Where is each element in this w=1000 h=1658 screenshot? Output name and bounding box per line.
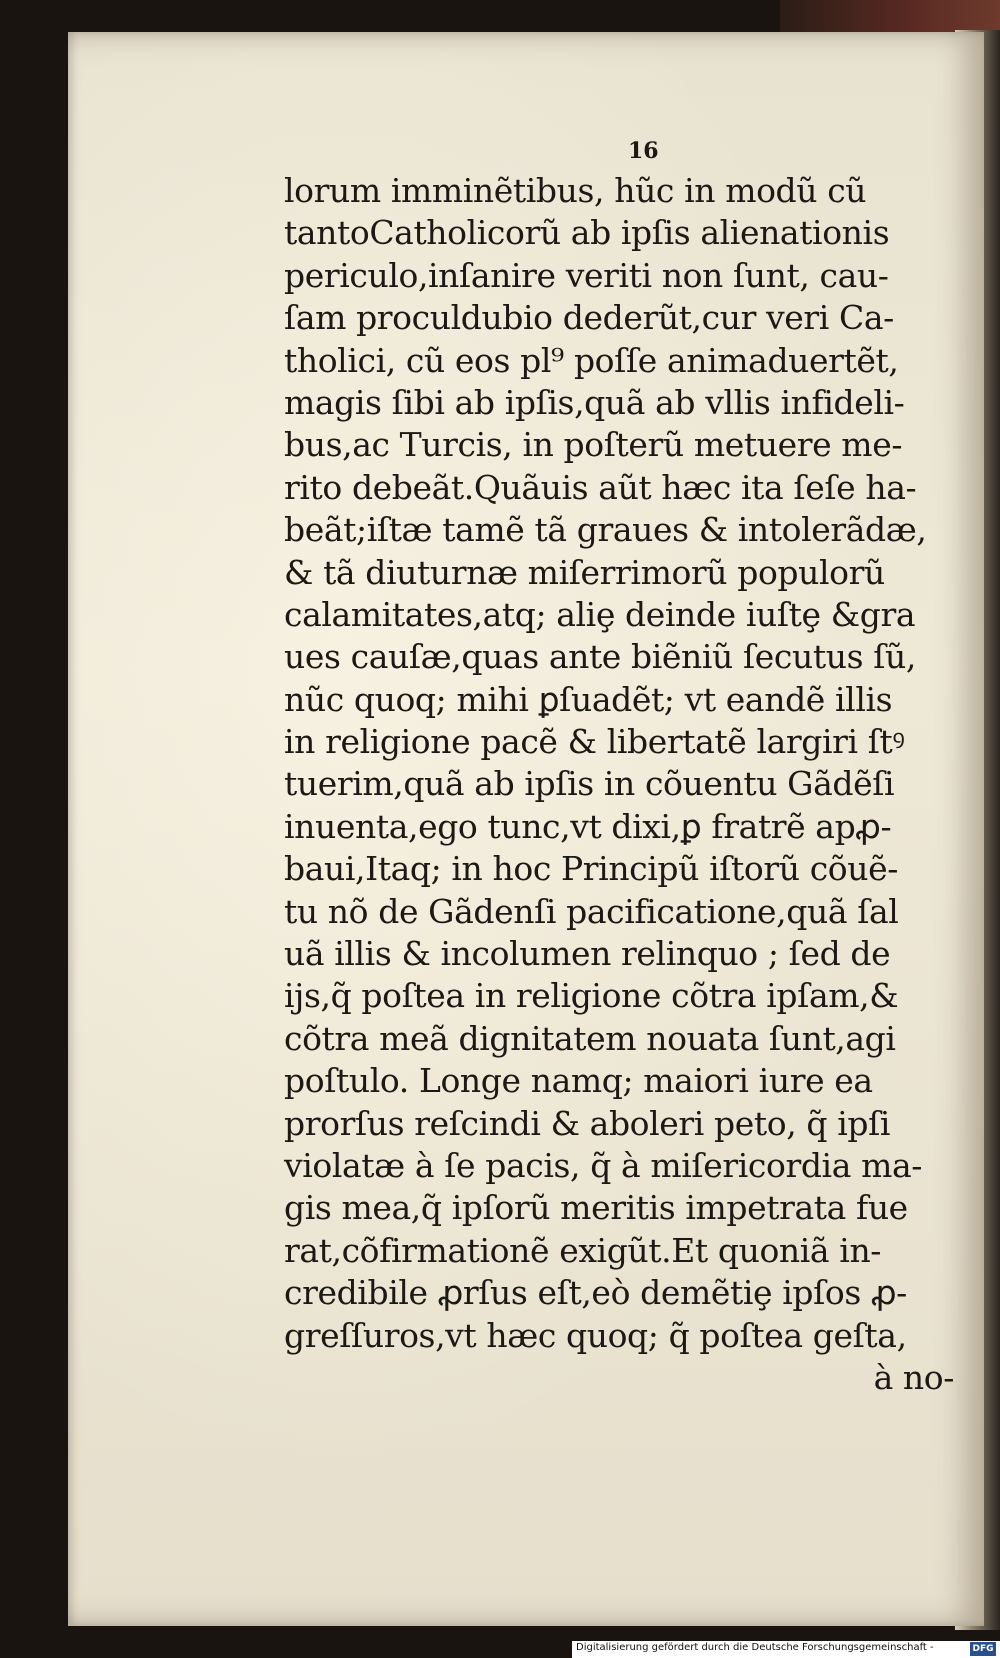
text-line: periculo,inſanire veriti non ſunt, cau- — [284, 255, 889, 295]
text-line: ſam proculdubio dederũt,cur veri Ca- — [284, 298, 894, 338]
page-number: 16 — [628, 138, 659, 164]
catchword: à no- — [873, 1357, 954, 1397]
text-line: tuerim,quã ab ipſis in cõuentu Gãdẽſi — [284, 764, 895, 804]
text-line: tantoCatholicorũ ab ipſis alienationis — [284, 213, 890, 253]
text-line: baui,Itaq; in hoc Principũ iſtorũ cõuẽ- — [284, 849, 898, 889]
text-line: tu nõ de Gãdenſi pacificatione,quã ſal — [284, 891, 899, 931]
text-line: prorſus reſcindi & aboleri peto, q̃ ipſi — [284, 1103, 891, 1143]
text-line: lorum imminẽtibus, hũc in modũ cũ — [284, 171, 867, 210]
text-line: rito debeãt.Quãuis aũt hæc ita ſeſe ha- — [284, 467, 917, 507]
text-line: violatæ à ſe pacis, q̃ à miſericordia ma- — [284, 1145, 922, 1185]
text-line: greſſuros,vt hæc quoq; q̃ poſtea geſta, — [284, 1315, 907, 1355]
text-line: inuenta,ego tunc,vt dixi,ꝑ fratrẽ apꝓ- — [284, 806, 892, 846]
text-line: rat,cõfirmationẽ exigũt.Et quoniã in- — [284, 1230, 882, 1270]
text-line: ues cauſæ,quas ante biẽniũ ſecutus ſũ, — [284, 637, 916, 677]
dfg-logo: DFG — [970, 1642, 996, 1656]
text-line: bus,ac Turcis, in poſterũ metuere me- — [284, 425, 903, 465]
funding-credit: Digitalisierung gefördert durch die Deutsche Forschungsgemeinschaft - — [576, 1642, 934, 1653]
text-line: tholici, cũ eos pl⁹ poſſe animaduertẽt, — [284, 340, 899, 380]
text-line: ijs,q̃ poſtea in religione cõtra ipſam,& — [284, 976, 899, 1016]
text-line: uã illis & incolumen relinquo ; ſed de — [284, 934, 891, 974]
text-line: magis ſibi ab ipſis,quã ab vllis infideli- — [284, 382, 905, 422]
body-text — [284, 170, 984, 1399]
text-line: poſtulo. Longe namq; maiori iure ea — [284, 1061, 873, 1101]
text-line: in religione pacẽ & libertatẽ largiri ſtꝰ — [284, 722, 905, 762]
text-line: nũc quoq; mihi ꝑſuadẽt; vt eandẽ illis — [284, 679, 893, 719]
text-line: & tã diuturnæ miſerrimorũ populorũ — [284, 552, 885, 592]
text-line: beãt;iſtæ tamẽ tã graues & intolerãdæ, — [284, 510, 927, 550]
text-line: calamitates,atq; aliȩ deinde iuſtȩ &gra — [284, 594, 916, 634]
text-line: gis mea,q̃ ipſorũ meritis impetrata fue — [284, 1188, 908, 1228]
text-line: cõtra meã dignitatem nouata ſunt,agi — [284, 1018, 896, 1058]
text-line: credibile ꝓrſus eſt,eò demẽtiȩ ipſos ꝓ- — [284, 1273, 907, 1313]
